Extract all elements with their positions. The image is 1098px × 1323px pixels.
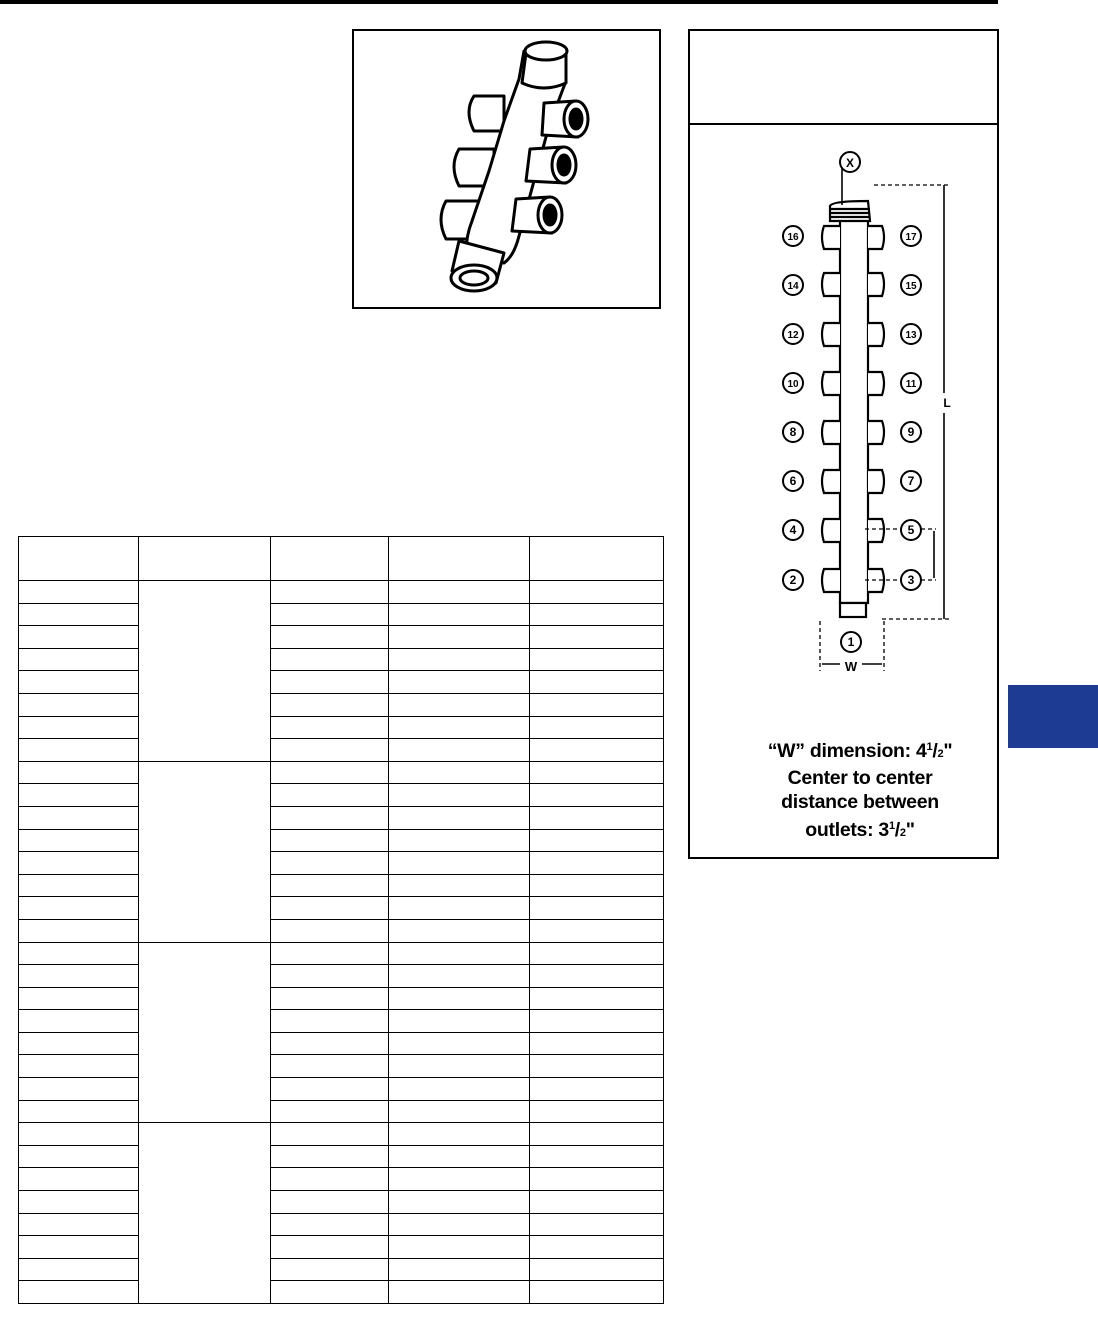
table-row [19, 1191, 664, 1214]
table-cell [389, 1078, 530, 1101]
table-cell [530, 603, 664, 626]
table-row [19, 1010, 664, 1033]
table-cell [19, 626, 139, 649]
table-cell [530, 852, 664, 875]
table-cell [389, 1145, 530, 1168]
table-cell [19, 919, 139, 942]
table-cell [389, 1258, 530, 1281]
table-cell [271, 874, 389, 897]
table-cell [389, 829, 530, 852]
table-cell [271, 897, 389, 920]
table-cell [530, 671, 664, 694]
outlet-8-label: 8 [789, 425, 797, 439]
table-row [19, 671, 664, 694]
caption-line-3: distance between [781, 791, 939, 813]
header-cell [139, 537, 271, 581]
table-cell [389, 1055, 530, 1078]
table-cell [530, 581, 664, 604]
table-cell [389, 626, 530, 649]
table-cell [530, 1281, 664, 1304]
outlet-7-label: 7 [907, 474, 915, 488]
table-cell [271, 919, 389, 942]
table-row [19, 739, 664, 762]
table-row [19, 806, 664, 829]
table-cell [19, 581, 139, 604]
table-cell [19, 1168, 139, 1191]
table-cell [389, 1032, 530, 1055]
table-cell [19, 603, 139, 626]
table-cell [271, 739, 389, 762]
table-cell [530, 1145, 664, 1168]
table-cell [271, 1123, 389, 1146]
center-distance-line: outlets: $3^1/2$" [805, 819, 915, 841]
table-row [19, 761, 664, 784]
table-row [19, 874, 664, 897]
table-cell [19, 1281, 139, 1304]
table-cell [19, 1258, 139, 1281]
table-cell [389, 852, 530, 875]
table-cell [389, 1010, 530, 1033]
table-cell [389, 1236, 530, 1259]
table-row [19, 784, 664, 807]
outlet-4-label: 4 [789, 523, 797, 537]
table-cell [19, 1078, 139, 1101]
outlet-2-label: 2 [789, 573, 797, 587]
table-cell [271, 761, 389, 784]
table-cell [271, 1055, 389, 1078]
table-row [19, 603, 664, 626]
table-row [19, 1078, 664, 1101]
table-cell [389, 1100, 530, 1123]
table-cell [530, 1191, 664, 1214]
table-cell [389, 671, 530, 694]
table-cell [19, 739, 139, 762]
table-cell [19, 1191, 139, 1214]
table-cell [271, 1032, 389, 1055]
table-cell [530, 716, 664, 739]
outlet-6-label: 6 [789, 474, 797, 488]
table-cell [19, 1145, 139, 1168]
table-cell [271, 784, 389, 807]
table-cell [19, 1032, 139, 1055]
table-cell [530, 761, 664, 784]
dimension-w-label: W [844, 659, 858, 674]
table-cell [19, 1123, 139, 1146]
table-cell [389, 942, 530, 965]
section-tab [1008, 685, 1098, 748]
table-cell [271, 1236, 389, 1259]
header-cell [271, 537, 389, 581]
table-cell [19, 965, 139, 988]
table-cell [389, 648, 530, 671]
table-row [19, 1213, 664, 1236]
table-cell [530, 1213, 664, 1236]
table-cell [19, 874, 139, 897]
table-cell [530, 1168, 664, 1191]
outlet-14-label: 14 [787, 281, 799, 292]
table-row [19, 897, 664, 920]
dimension-caption [730, 735, 990, 845]
table-cell [389, 784, 530, 807]
spec-table-body [19, 537, 664, 1304]
table-header-row [19, 537, 664, 581]
spec-table [18, 536, 664, 1304]
table-cell [19, 897, 139, 920]
table-cell [389, 806, 530, 829]
table-cell [271, 1281, 389, 1304]
table-cell [389, 603, 530, 626]
outlet-diagram-panel [688, 29, 999, 859]
table-cell [19, 829, 139, 852]
table-row [19, 1145, 664, 1168]
table-cell [530, 1010, 664, 1033]
table-cell [271, 1010, 389, 1033]
table-cell [530, 1078, 664, 1101]
table-cell [530, 1258, 664, 1281]
header-cell [530, 537, 664, 581]
table-cell [271, 716, 389, 739]
table-cell [530, 987, 664, 1010]
table-row [19, 942, 664, 965]
outlet-13-label: 13 [905, 330, 917, 341]
table-cell [271, 581, 389, 604]
outlet-11-label: 11 [905, 379, 917, 390]
table-cell [19, 716, 139, 739]
outlet-17-label: 17 [905, 232, 917, 243]
table-row [19, 716, 664, 739]
table-cell [530, 829, 664, 852]
w-dimension-line: “W” dimension: $4^1/2$" [767, 740, 953, 762]
table-cell [530, 1236, 664, 1259]
table-cell [530, 1055, 664, 1078]
table-cell [19, 1236, 139, 1259]
table-row [19, 852, 664, 875]
table-cell [271, 829, 389, 852]
outlet-15-label: 15 [905, 281, 917, 292]
label-x: X [845, 156, 855, 170]
table-cell [530, 784, 664, 807]
table-cell [19, 806, 139, 829]
table-cell [19, 784, 139, 807]
table-cell [389, 987, 530, 1010]
outlet-1-label: 1 [847, 635, 855, 649]
header-cell [19, 537, 139, 581]
table-cell [19, 1213, 139, 1236]
group-cell [139, 761, 271, 942]
top-rule [0, 0, 998, 4]
table-cell [271, 1191, 389, 1214]
table-cell [389, 1123, 530, 1146]
table-cell [530, 1123, 664, 1146]
table-cell [389, 716, 530, 739]
outlet-diagram [690, 31, 997, 857]
table-row [19, 1258, 664, 1281]
table-row [19, 1168, 664, 1191]
table-cell [271, 942, 389, 965]
table-cell [389, 919, 530, 942]
table-cell [271, 1145, 389, 1168]
table-cell [19, 942, 139, 965]
table-cell [530, 806, 664, 829]
outlet-10-label: 10 [787, 379, 799, 390]
table-cell [271, 626, 389, 649]
table-cell [530, 693, 664, 716]
table-cell [19, 1100, 139, 1123]
table-cell [389, 897, 530, 920]
table-cell [271, 648, 389, 671]
table-cell [19, 648, 139, 671]
table-cell [530, 919, 664, 942]
table-row [19, 1281, 664, 1304]
table-cell [530, 1032, 664, 1055]
table-cell [389, 581, 530, 604]
caption-line-2: Center to center [787, 767, 933, 789]
table-cell [19, 1010, 139, 1033]
table-cell [530, 648, 664, 671]
group-cell [139, 581, 271, 762]
dimension-l-label: L [943, 396, 951, 410]
table-cell [530, 942, 664, 965]
table-cell [19, 693, 139, 716]
table-row [19, 919, 664, 942]
table-cell [530, 874, 664, 897]
table-row [19, 626, 664, 649]
table-cell [530, 626, 664, 649]
table-cell [19, 761, 139, 784]
table-cell [271, 1168, 389, 1191]
table-cell [271, 852, 389, 875]
table-cell [271, 1213, 389, 1236]
outlet-12-label: 12 [787, 330, 799, 341]
product-illustration [352, 29, 661, 309]
table-row [19, 1123, 664, 1146]
table-row [19, 648, 664, 671]
outlet-16-label: 16 [787, 232, 799, 243]
outlet-9-label: 9 [907, 425, 915, 439]
table-cell [389, 1213, 530, 1236]
outlet-5-label: 5 [907, 523, 915, 537]
group-cell [139, 942, 271, 1123]
table-cell [271, 806, 389, 829]
table-row [19, 1032, 664, 1055]
table-cell [389, 1281, 530, 1304]
table-row [19, 965, 664, 988]
table-cell [271, 671, 389, 694]
table-cell [271, 1078, 389, 1101]
table-row [19, 581, 664, 604]
table-cell [19, 1055, 139, 1078]
table-cell [389, 693, 530, 716]
table-row [19, 1055, 664, 1078]
table-row [19, 987, 664, 1010]
table-cell [389, 1168, 530, 1191]
table-cell [530, 897, 664, 920]
table-cell [19, 852, 139, 875]
table-cell [271, 1258, 389, 1281]
outlet-3-label: 3 [907, 573, 915, 587]
table-row [19, 1236, 664, 1259]
table-cell [19, 671, 139, 694]
table-cell [530, 965, 664, 988]
table-cell [271, 603, 389, 626]
table-cell [389, 761, 530, 784]
table-row [19, 829, 664, 852]
group-cell [139, 1123, 271, 1304]
table-cell [530, 1100, 664, 1123]
table-cell [271, 1100, 389, 1123]
header-cell [389, 537, 530, 581]
table-cell [389, 874, 530, 897]
table-cell [271, 987, 389, 1010]
table-cell [271, 965, 389, 988]
table-cell [19, 987, 139, 1010]
table-row [19, 1100, 664, 1123]
table-row [19, 693, 664, 716]
table-cell [389, 965, 530, 988]
table-cell [389, 1191, 530, 1214]
table-cell [271, 693, 389, 716]
manifold-drawing [354, 31, 659, 307]
table-cell [530, 739, 664, 762]
table-cell [389, 739, 530, 762]
